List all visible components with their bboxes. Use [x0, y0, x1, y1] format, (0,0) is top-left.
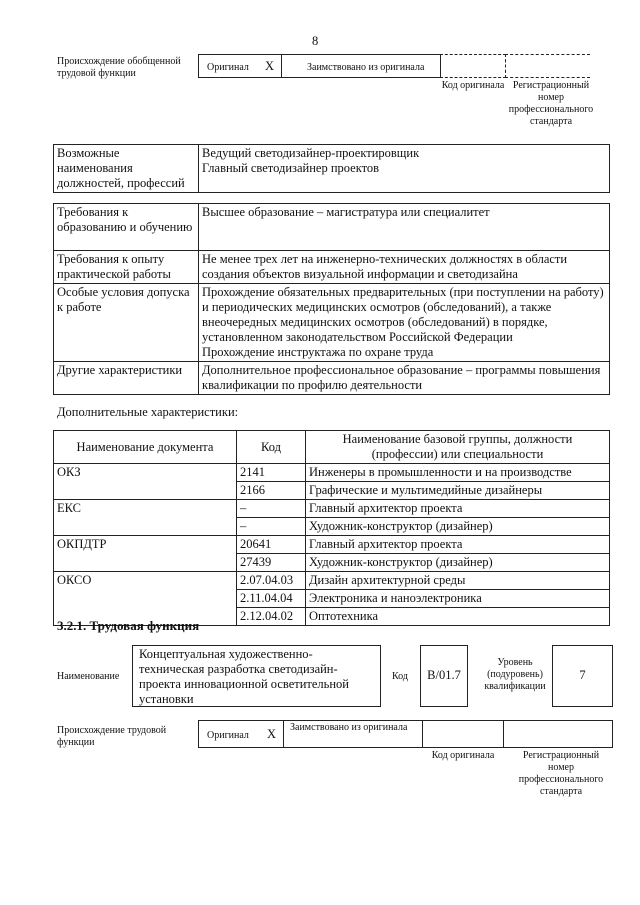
req-education-value: Высшее образование – магистратура или специалитет: [199, 204, 610, 251]
table-cell-name: Дизайн архитектурной среды: [306, 572, 610, 590]
header-name: Наименование базовой группы, должности (профессии) или специальности: [306, 431, 610, 464]
table-cell-name: Оптотехника: [306, 608, 610, 626]
table-cell-code: 20641: [237, 536, 306, 554]
borrowed-label: Заимствовано из оригинала: [307, 62, 425, 73]
origin-function-label: Происхождение трудовой функции: [57, 725, 167, 748]
req-access-text: Прохождение обязательных предварительных (при поступлении на работу) и периодических медицинских осмотров (обследований), а также внеочередных медицинских осмотров (обследований) в порядке, установленном законодательством Российской Федерации: [202, 285, 604, 344]
table-cell-name: Главный архитектор проекта: [306, 536, 610, 554]
req-other-value: Дополнительное профессиональное образование – программы повышения квалификации по профилю деятельности: [199, 362, 610, 395]
function-name-value: Концептуальная художественно-техническая разработка светодизайн-проекта инновационной осветительной установки: [132, 645, 381, 707]
positions-value: [199, 145, 610, 193]
doc-eks: ЕКС: [54, 500, 237, 536]
origin-reg-caption: Регистрационный номер профессионального стандарта: [508, 80, 594, 127]
position-2: Главный светодизайнер проектов: [202, 161, 380, 175]
doc-okso: ОКСО: [54, 572, 237, 626]
origin-function-reg-caption: Регистрационный номер профессионального стандарта: [518, 750, 604, 797]
table-cell-code: –: [237, 500, 306, 518]
positions-label: Возможные наименования должностей, профессий: [54, 145, 199, 193]
function-code-label: Код: [392, 671, 408, 682]
doc-okpdtr: ОКПДТР: [54, 536, 237, 572]
origin-function-original-label: Оригинал: [207, 730, 249, 741]
origin-function-original-cell: [198, 720, 284, 748]
origin-function-code-cell: [422, 720, 504, 748]
table-cell-code: 2.07.04.03: [237, 572, 306, 590]
table-cell-code: 2.12.04.02: [237, 608, 306, 626]
origin-original-cell: [198, 54, 282, 78]
origin-function-mark: X: [267, 727, 277, 741]
additional-table: [53, 430, 610, 626]
position-1: Ведущий светодизайнер-проектировщик: [202, 146, 420, 160]
table-cell-name: Художник-конструктор (дизайнер): [306, 518, 610, 536]
origin-function-code-caption: Код оригинала: [431, 750, 495, 761]
table-cell-name: Художник-конструктор (дизайнер): [306, 554, 610, 572]
table-cell-name: Инженеры в промышленности и на производстве: [306, 464, 610, 482]
additional-heading: Дополнительные характеристики:: [57, 405, 239, 419]
origin-general-label: Происхождение обобщенной трудовой функции: [57, 56, 181, 79]
origin-reg-cell: [505, 54, 590, 78]
req-education-label: Требования к образованию и обучению: [54, 204, 199, 251]
origin-code-caption: Код оригинала: [441, 80, 505, 91]
req-access-text-2: Прохождение инструктажа по охране труда: [202, 345, 434, 359]
origin-borrowed-cell: [281, 54, 441, 78]
function-heading: 3.2.1. Трудовая функция: [57, 618, 200, 633]
header-code: Код: [237, 431, 306, 464]
table-cell-code: 2.11.04.04: [237, 590, 306, 608]
page-number: 8: [312, 34, 319, 48]
header-doc: Наименование документа: [54, 431, 237, 464]
table-cell-code: 2166: [237, 482, 306, 500]
requirements-table: [53, 203, 610, 395]
req-experience-label: Требования к опыту практической работы: [54, 251, 199, 284]
req-access-label: Особые условия допуска к работе: [54, 284, 199, 362]
function-level-label: Уровень (подуровень) квалификации: [484, 657, 546, 692]
positions-table: [53, 144, 610, 193]
req-experience-value: Не менее трех лет на инженерно-технических должностях в области создания объектов визуальной информации и светодизайна: [199, 251, 610, 284]
origin-function-reg-cell: [503, 720, 613, 748]
function-code-value: В/01.7: [420, 645, 468, 707]
table-cell-code: 2141: [237, 464, 306, 482]
original-mark: X: [265, 59, 275, 73]
req-other-label: Другие характеристики: [54, 362, 199, 395]
table-cell-name: Электроника и наноэлектроника: [306, 590, 610, 608]
original-label: Оригинал: [207, 62, 249, 73]
table-cell-code: –: [237, 518, 306, 536]
table-cell-name: Графические и мультимедийные дизайнеры: [306, 482, 610, 500]
function-level-value: 7: [552, 645, 613, 707]
origin-function-borrowed-cell: Заимствовано из оригинала: [283, 720, 423, 748]
doc-okz: ОКЗ: [54, 464, 237, 500]
table-cell-code: 27439: [237, 554, 306, 572]
table-cell-name: Главный архитектор проекта: [306, 500, 610, 518]
origin-code-cell: [440, 54, 506, 78]
req-access-value: [199, 284, 610, 362]
function-name-label: Наименование: [57, 671, 120, 682]
